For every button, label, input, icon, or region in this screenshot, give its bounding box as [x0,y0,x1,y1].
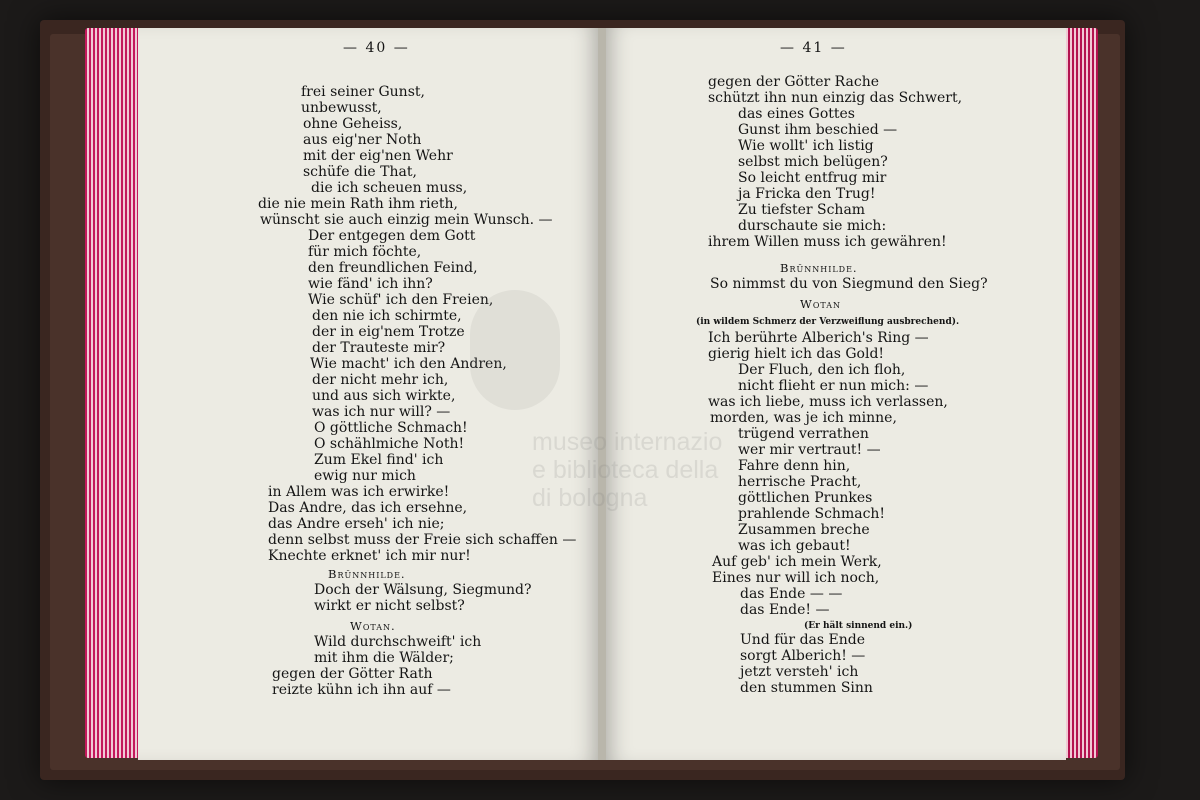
verse-line: wer mir vertraut! — [738,442,881,458]
verse-line: wünscht sie auch einzig mein Wunsch. — [260,212,553,228]
page-edges-right [1062,28,1098,758]
verse-line: was ich gebaut! [738,538,851,554]
verse-line: Doch der Wälsung, Siegmund? [314,582,532,598]
verse-line: reizte kühn ich ihn auf — [272,682,451,698]
verse-line: den nie ich schirmte, [312,308,462,324]
verse-line: das Ende — — [740,586,843,602]
verse-line: prahlende Schmach! [738,506,886,522]
verse-line: gegen der Götter Rache [708,74,879,90]
speaker-name: Brünnhilde. [328,567,406,581]
verse-line: ewig nur mich [314,468,416,484]
verse-line: Der Fluch, den ich floh, [738,362,906,378]
verse-line: selbst mich belügen? [738,154,888,170]
verse-line: ohne Geheiss, [303,116,403,132]
verse-line: Zum Ekel find' ich [314,452,444,468]
verse-line: die nie mein Rath ihm rieth, [258,196,458,212]
verse-line: Gunst ihm beschied — [738,122,898,138]
verse-line: Eines nur will ich noch, [712,570,880,586]
verse-line: wie fänd' ich ihn? [308,276,433,292]
verse-line: das Andre erseh' ich nie; [268,516,445,532]
right-page [604,28,1066,760]
verse-line: das eines Gottes [738,106,855,122]
verse-line: der Trauteste mir? [312,340,446,356]
verse-line: unbewusst, [301,100,382,116]
verse-line: O göttliche Schmach! [314,420,468,436]
verse-line: So nimmst du von Siegmund den Sieg? [710,276,988,292]
left-page [138,28,600,760]
verse-line: ja Fricka den Trug! [738,186,876,202]
verse-line: Ich berührte Alberich's Ring — [708,330,929,346]
verse-line: der in eig'nem Trotze [312,324,465,340]
verse-line: Wie wollt' ich listig [738,138,874,154]
page-edges-left [85,28,140,758]
verse-line: Knechte erknet' ich mir nur! [268,548,471,564]
verse-line: morden, was je ich minne, [710,410,897,426]
verse-line: mit der eig'nen Wehr [303,148,453,164]
verse-line: in Allem was ich erwirke! [268,484,450,500]
verse-line: den freundlichen Feind, [308,260,478,276]
page-number-right: — 41 — [780,40,847,56]
speaker-name: Wotan [800,297,842,311]
verse-line: schützt ihn nun einzig das Schwert, [708,90,963,106]
verse-line: Wie macht' ich den Andren, [310,356,507,372]
verse-line: aus eig'ner Noth [303,132,422,148]
speaker-name: Wotan. [350,619,396,633]
verse-line: Zusammen breche [738,522,870,538]
verse-line: Auf geb' ich mein Werk, [712,554,882,570]
verse-line: sorgt Alberich! — [740,648,866,664]
verse-line: das Ende! — [740,602,830,618]
verse-line: nicht flieht er nun mich: — [738,378,929,394]
verse-line: jetzt versteh' ich [740,664,859,680]
speaker-name: Brünnhilde. [780,261,858,275]
verse-line: göttlichen Prunkes [738,490,873,506]
verse-line: So leicht entfrug mir [738,170,887,186]
stage-direction: (in wildem Schmerz der Verzweiflung ausbrechend). [696,317,960,327]
verse-line: den stummen Sinn [740,680,873,696]
verse-line: Und für das Ende [740,632,865,648]
verse-line: Wie schüf' ich den Freien, [308,292,494,308]
verse-line: gegen der Götter Rath [272,666,433,682]
stage-direction: (Er hält sinnend ein.) [804,621,913,631]
verse-line: Das Andre, das ich ersehne, [268,500,468,516]
verse-line: wirkt er nicht selbst? [314,598,465,614]
verse-line: trügend verrathen [738,426,869,442]
page-number-left: — 40 — [343,40,410,56]
verse-line: O schählmiche Noth! [314,436,465,452]
verse-line: Zu tiefster Scham [738,202,866,218]
verse-line: was ich liebe, muss ich verlassen, [708,394,948,410]
verse-line: was ich nur will? — [312,404,451,420]
verse-line: Wild durchschweift' ich [314,634,482,650]
verse-line: denn selbst muss der Freie sich schaffen — [268,532,577,548]
verse-line: für mich föchte, [308,244,422,260]
verse-line: gierig hielt ich das Gold! [708,346,885,362]
verse-line: und aus sich wirkte, [312,388,456,404]
verse-line: frei seiner Gunst, [301,84,425,100]
verse-line: Fahre denn hin, [738,458,851,474]
verse-line: Der entgegen dem Gott [308,228,476,244]
verse-line: herrische Pracht, [738,474,862,490]
verse-line: mit ihm die Wälder; [314,650,454,666]
verse-line: ihrem Willen muss ich gewähren! [708,234,947,250]
verse-line: der nicht mehr ich, [312,372,449,388]
verse-line: durschaute sie mich: [738,218,887,234]
verse-line: die ich scheuen muss, [311,180,468,196]
verse-line: schüfe die That, [303,164,417,180]
book-gutter [598,28,606,760]
